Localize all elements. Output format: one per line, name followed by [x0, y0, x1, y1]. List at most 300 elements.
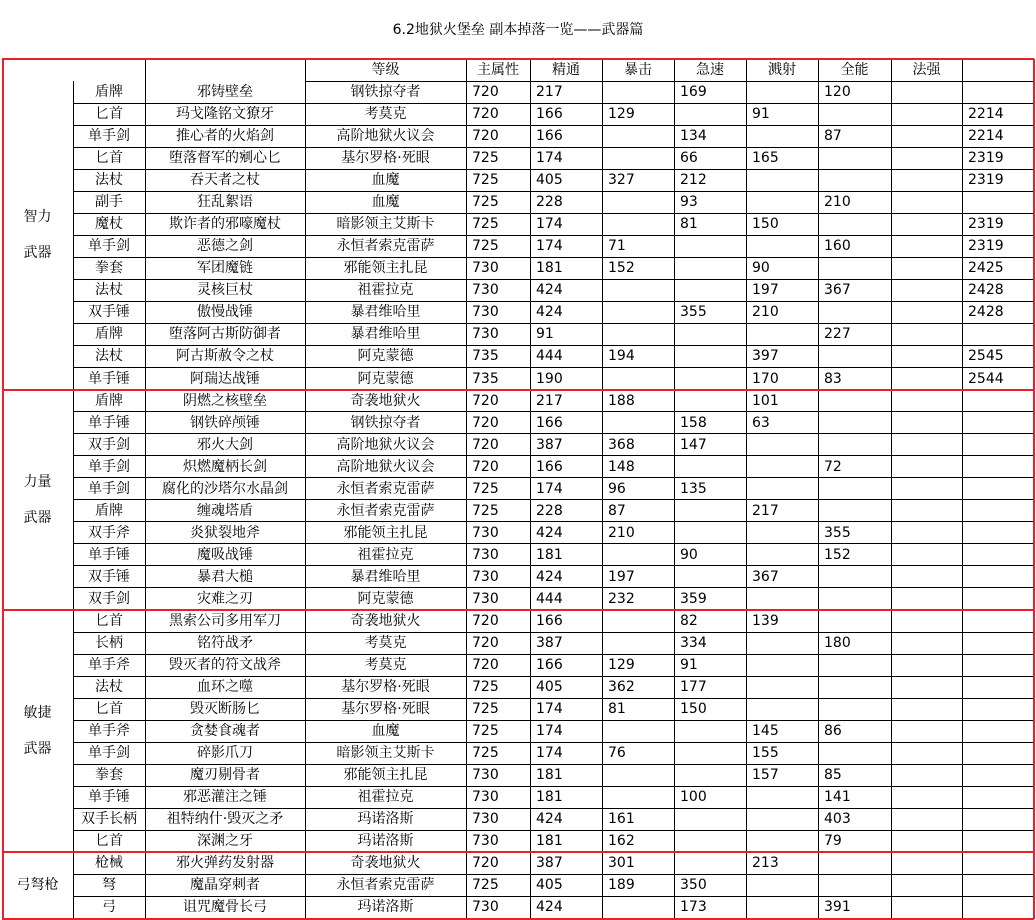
cell-haste	[746, 830, 818, 852]
cell-mastery: 327	[608, 172, 635, 189]
cell-type: 法杖	[95, 282, 123, 299]
cell-versatility	[891, 742, 962, 764]
cell-type: 双手锤	[88, 304, 130, 321]
cell-source: 钢铁掠夺者	[350, 414, 421, 431]
cell-name: 邪恶灌注之锤	[183, 789, 267, 806]
cell-primary: 405	[536, 877, 563, 894]
cell-haste: 367	[752, 568, 779, 585]
cell-crit: 90	[680, 546, 698, 563]
cell-mastery	[602, 301, 674, 323]
cell-multistrike: 141	[824, 789, 851, 806]
cell-versatility	[891, 412, 962, 434]
cell-crit: 359	[680, 590, 707, 607]
cell-versatility	[891, 213, 962, 235]
cell-name: 炎狱裂地斧	[190, 524, 260, 541]
group-label	[2, 390, 73, 610]
cell-type: 双手剑	[88, 436, 130, 453]
cell-level: 720	[472, 612, 499, 629]
cell-spellpower	[962, 588, 1034, 610]
cell-mastery	[602, 896, 674, 918]
cell-crit: 169	[680, 84, 707, 101]
cell-source: 祖霍拉克	[357, 282, 414, 299]
cell-haste	[746, 191, 818, 213]
cell-mastery: 368	[608, 436, 635, 453]
cell-versatility	[891, 323, 962, 345]
cell-haste: 170	[752, 370, 779, 387]
cell-spellpower: 2319	[968, 172, 1004, 189]
cell-mastery: 197	[608, 568, 635, 585]
cell-crit: 134	[680, 128, 707, 145]
cell-name: 血环之噬	[197, 679, 253, 696]
cell-mastery: 148	[608, 458, 635, 475]
cell-source: 暗影领主艾斯卡	[336, 216, 435, 233]
cell-mastery	[602, 610, 674, 632]
cell-versatility	[891, 764, 962, 786]
cell-type: 枪械	[95, 855, 123, 872]
cell-name: 毁灭断肠匕	[190, 701, 260, 718]
cell-crit	[674, 764, 746, 786]
cell-primary: 444	[536, 348, 563, 365]
cell-spellpower	[962, 742, 1034, 764]
cell-source: 邪能领主扎昆	[343, 260, 428, 277]
cell-level: 720	[472, 635, 499, 652]
cell-primary: 217	[536, 84, 563, 101]
group-label-line: 弓弩枪	[16, 877, 59, 894]
cell-type: 盾牌	[95, 392, 123, 409]
cell-multistrike: 85	[824, 767, 842, 784]
cell-source: 高阶地狱火议会	[336, 458, 435, 475]
cell-source: 基尔罗格·死眼	[341, 679, 430, 696]
cell-versatility	[891, 81, 962, 103]
cell-haste: 210	[752, 304, 779, 321]
cell-mastery	[602, 632, 674, 654]
cell-name: 毁灭者的符文战斧	[169, 657, 281, 674]
cell-crit	[674, 830, 746, 852]
cell-primary: 387	[536, 436, 563, 453]
header-spellpower: 法强	[912, 62, 941, 78]
group-label	[2, 852, 73, 918]
cell-spellpower: 2428	[968, 304, 1004, 321]
cell-level: 725	[472, 723, 499, 740]
cell-spellpower	[962, 786, 1034, 808]
cell-multistrike	[818, 874, 891, 896]
cell-haste: 217	[752, 502, 779, 519]
cell-spellpower	[962, 610, 1034, 632]
cell-versatility	[891, 279, 962, 301]
cell-type: 双手剑	[88, 590, 130, 607]
cell-type: 单手剑	[88, 745, 130, 762]
cell-level: 730	[472, 811, 499, 828]
cell-type: 法杖	[95, 172, 123, 189]
cell-primary: 217	[536, 392, 563, 409]
cell-level: 730	[472, 304, 499, 321]
cell-primary: 181	[536, 833, 563, 850]
cell-spellpower	[962, 852, 1034, 874]
cell-multistrike: 160	[824, 238, 851, 255]
cell-haste	[746, 588, 818, 610]
cell-source: 永恒者索克雷萨	[336, 480, 435, 497]
header-rule	[305, 81, 1034, 82]
cell-spellpower	[962, 456, 1034, 478]
cell-primary: 405	[536, 679, 563, 696]
cell-mastery	[602, 412, 674, 434]
cell-source: 暴君维哈里	[350, 568, 421, 585]
cell-mastery	[602, 191, 674, 213]
cell-name: 腐化的沙塔尔水晶剑	[162, 480, 288, 497]
cell-spellpower: 2214	[968, 106, 1004, 123]
red-rule-group	[2, 851, 1034, 853]
cell-crit	[674, 103, 746, 125]
cell-primary: 166	[536, 128, 563, 145]
cell-multistrike: 403	[824, 811, 851, 828]
cell-haste: 213	[752, 855, 779, 872]
group-label-line: 武器	[23, 245, 52, 262]
cell-spellpower	[962, 478, 1034, 500]
cell-name: 玛戈隆铭文獠牙	[176, 106, 274, 123]
cell-name: 阿瑞达战锤	[190, 370, 260, 387]
cell-versatility	[891, 456, 962, 478]
group-label-line: 智力	[23, 209, 52, 226]
cell-crit: 212	[680, 172, 707, 189]
cell-spellpower: 2214	[968, 128, 1004, 145]
cell-multistrike	[818, 434, 891, 456]
cell-level: 735	[472, 370, 499, 387]
cell-type: 拳套	[95, 767, 123, 784]
cell-spellpower: 2319	[968, 150, 1004, 167]
cell-mastery: 232	[608, 590, 635, 607]
cell-multistrike: 79	[824, 833, 842, 850]
cell-crit	[674, 257, 746, 279]
cell-type: 单手锤	[88, 414, 130, 431]
cell-level: 730	[472, 282, 499, 299]
cell-level: 730	[472, 590, 499, 607]
cell-name: 军团魔链	[197, 260, 253, 277]
column-rule	[891, 59, 892, 919]
cell-mastery: 162	[608, 833, 635, 850]
cell-versatility	[891, 896, 962, 918]
page-title	[0, 0, 1036, 57]
cell-type: 法杖	[95, 679, 123, 696]
column-rule	[674, 59, 675, 919]
cell-name: 魔晶穿刺者	[190, 877, 260, 894]
column-rule	[602, 59, 603, 919]
cell-source: 邪能领主扎昆	[343, 524, 428, 541]
cell-haste: 165	[752, 150, 779, 167]
cell-versatility	[891, 808, 962, 830]
cell-multistrike: 355	[824, 524, 851, 541]
red-rule-right	[1033, 59, 1035, 919]
cell-primary: 424	[536, 524, 563, 541]
cell-haste	[746, 874, 818, 896]
column-rule	[746, 59, 747, 919]
cell-level: 725	[472, 216, 499, 233]
cell-crit: 81	[680, 216, 698, 233]
cell-multistrike	[818, 852, 891, 874]
cell-multistrike	[818, 676, 891, 698]
cell-primary: 174	[536, 150, 563, 167]
cell-source: 血魔	[371, 723, 400, 740]
cell-primary: 228	[536, 502, 563, 519]
cell-spellpower: 2319	[968, 216, 1004, 233]
cell-level: 725	[472, 701, 499, 718]
cell-level: 725	[472, 172, 499, 189]
cell-multistrike	[818, 213, 891, 235]
cell-spellpower	[962, 830, 1034, 852]
cell-multistrike: 210	[824, 194, 851, 211]
cell-name: 灵核巨杖	[197, 282, 253, 299]
cell-haste	[746, 896, 818, 918]
cell-crit	[674, 345, 746, 367]
column-rule	[818, 59, 819, 919]
cell-level: 725	[472, 238, 499, 255]
cell-haste	[746, 522, 818, 544]
cell-haste	[746, 654, 818, 676]
header-crit: 暴击	[624, 62, 652, 78]
cell-type: 单手锤	[88, 789, 130, 806]
cell-versatility	[891, 830, 962, 852]
cell-primary: 387	[536, 635, 563, 652]
cell-name: 魔刃剔骨者	[190, 767, 260, 784]
cell-haste: 101	[752, 392, 779, 409]
cell-source: 基尔罗格·死眼	[341, 150, 430, 167]
cell-level: 720	[472, 436, 499, 453]
column-rule	[466, 59, 467, 919]
cell-mastery: 76	[608, 745, 626, 762]
cell-mastery	[602, 125, 674, 147]
cell-haste	[746, 698, 818, 720]
cell-type: 单手斧	[88, 723, 130, 740]
cell-source: 永恒者索克雷萨	[336, 238, 435, 255]
cell-level: 720	[472, 128, 499, 145]
cell-level: 730	[472, 899, 499, 916]
cell-source: 高阶地狱火议会	[336, 128, 435, 145]
cell-versatility	[891, 544, 962, 566]
cell-crit: 173	[680, 899, 707, 916]
cell-versatility	[891, 654, 962, 676]
cell-primary: 228	[536, 194, 563, 211]
cell-mastery: 129	[608, 657, 635, 674]
cell-primary: 174	[536, 238, 563, 255]
cell-mastery	[602, 81, 674, 103]
cell-type: 盾牌	[95, 326, 123, 343]
cell-haste	[746, 632, 818, 654]
cell-name: 吞天者之杖	[190, 172, 260, 189]
cell-crit: 355	[680, 304, 707, 321]
cell-level: 730	[472, 789, 499, 806]
cell-name: 邪铸壁垒	[197, 84, 253, 101]
column-rule	[145, 59, 146, 919]
group-label-line: 武器	[23, 509, 52, 526]
column-rule	[530, 59, 531, 919]
cell-spellpower	[962, 764, 1034, 786]
cell-name: 傲慢战锤	[197, 304, 253, 321]
cell-haste: 63	[752, 414, 770, 431]
cell-haste	[746, 81, 818, 103]
cell-source: 暴君维哈里	[350, 326, 421, 343]
cell-name: 祖特纳什·毁灭之矛	[166, 811, 284, 828]
cell-crit: 334	[680, 635, 707, 652]
cell-type: 单手锤	[88, 370, 130, 387]
cell-level: 720	[472, 458, 499, 475]
column-rule	[962, 59, 963, 919]
cell-type: 单手剑	[88, 480, 130, 497]
cell-primary: 166	[536, 106, 563, 123]
cell-versatility	[891, 588, 962, 610]
header-multistrike: 溅射	[768, 62, 796, 78]
cell-versatility	[891, 235, 962, 257]
cell-versatility	[891, 169, 962, 191]
cell-spellpower	[962, 323, 1034, 345]
cell-mastery: 81	[608, 701, 626, 718]
cell-level: 730	[472, 326, 499, 343]
red-rule-group	[2, 389, 1034, 391]
cell-crit	[674, 808, 746, 830]
red-rule-top	[2, 58, 1034, 60]
cell-haste	[746, 544, 818, 566]
group-label	[2, 81, 73, 390]
cell-spellpower	[962, 390, 1034, 412]
cell-multistrike: 86	[824, 723, 842, 740]
cell-level: 720	[472, 392, 499, 409]
cell-type: 单手锤	[88, 546, 130, 563]
cell-spellpower	[962, 434, 1034, 456]
cell-primary: 174	[536, 723, 563, 740]
cell-mastery	[602, 368, 674, 390]
group-label-line: 武器	[23, 741, 52, 758]
cell-level: 720	[472, 855, 499, 872]
cell-type: 拳套	[95, 260, 123, 277]
cell-spellpower	[962, 191, 1034, 213]
cell-versatility	[891, 500, 962, 522]
cell-multistrike	[818, 147, 891, 169]
cell-primary: 174	[536, 216, 563, 233]
cell-spellpower	[962, 632, 1034, 654]
cell-type: 盾牌	[95, 84, 123, 101]
cell-name: 黑索公司多用军刀	[169, 612, 281, 629]
cell-source: 永恒者索克雷萨	[336, 877, 435, 894]
cell-multistrike: 83	[824, 370, 842, 387]
cell-crit	[674, 522, 746, 544]
cell-spellpower	[962, 544, 1034, 566]
cell-name: 贪婪食魂者	[190, 723, 260, 740]
cell-crit: 158	[680, 414, 707, 431]
column-rule	[73, 81, 74, 919]
cell-source: 玛诺洛斯	[357, 833, 414, 850]
cell-primary: 166	[536, 612, 563, 629]
cell-multistrike	[818, 478, 891, 500]
cell-mastery: 362	[608, 679, 635, 696]
cell-level: 730	[472, 524, 499, 541]
cell-name: 狂乱絮语	[197, 194, 253, 211]
cell-name: 灾难之刃	[197, 590, 253, 607]
cell-type: 双手长柄	[81, 811, 137, 828]
cell-type: 匕首	[95, 106, 123, 123]
cell-haste	[746, 478, 818, 500]
cell-source: 祖霍拉克	[357, 789, 414, 806]
cell-crit	[674, 720, 746, 742]
cell-source: 考莫克	[364, 657, 407, 674]
cell-level: 730	[472, 546, 499, 563]
cell-name: 推心者的火焰剑	[176, 128, 274, 145]
cell-level: 725	[472, 480, 499, 497]
cell-mastery: 129	[608, 106, 635, 123]
cell-name: 魔吸战锤	[197, 546, 253, 563]
cell-versatility	[891, 852, 962, 874]
cell-primary: 181	[536, 546, 563, 563]
cell-crit: 91	[680, 657, 698, 674]
cell-multistrike	[818, 588, 891, 610]
cell-name: 堕落阿古斯防御者	[169, 326, 281, 343]
cell-type: 匕首	[95, 150, 123, 167]
cell-source: 暗影领主艾斯卡	[336, 745, 435, 762]
cell-mastery: 71	[608, 238, 626, 255]
cell-multistrike: 391	[824, 899, 851, 916]
cell-crit: 135	[680, 480, 707, 497]
cell-spellpower	[962, 81, 1034, 103]
cell-primary: 190	[536, 370, 563, 387]
cell-multistrike: 72	[824, 458, 842, 475]
cell-mastery: 152	[608, 260, 635, 277]
cell-level: 725	[472, 877, 499, 894]
cell-spellpower	[962, 566, 1034, 588]
cell-type: 双手锤	[88, 568, 130, 585]
cell-source: 阿克蒙德	[357, 370, 414, 387]
cell-type: 副手	[95, 194, 123, 211]
cell-versatility	[891, 478, 962, 500]
cell-mastery	[602, 786, 674, 808]
cell-versatility	[891, 434, 962, 456]
cell-type: 魔杖	[95, 216, 123, 233]
cell-type: 弩	[102, 877, 116, 894]
cell-spellpower	[962, 654, 1034, 676]
cell-multistrike: 180	[824, 635, 851, 652]
cell-type: 长柄	[95, 635, 123, 652]
group-label-line: 敏捷	[23, 705, 52, 722]
cell-crit	[674, 235, 746, 257]
cell-multistrike	[818, 257, 891, 279]
cell-versatility	[891, 676, 962, 698]
cell-name: 铭符战矛	[197, 635, 253, 652]
cell-haste	[746, 808, 818, 830]
cell-multistrike	[818, 103, 891, 125]
cell-haste: 397	[752, 348, 779, 365]
cell-source: 邪能领主扎昆	[343, 767, 428, 784]
cell-haste	[746, 676, 818, 698]
cell-multistrike: 152	[824, 546, 851, 563]
cell-multistrike	[818, 742, 891, 764]
cell-crit: 93	[680, 194, 698, 211]
header-level: 等级	[371, 62, 400, 78]
cell-primary: 181	[536, 767, 563, 784]
cell-crit	[674, 500, 746, 522]
cell-multistrike	[818, 412, 891, 434]
cell-mastery	[602, 213, 674, 235]
cell-level: 725	[472, 150, 499, 167]
cell-versatility	[891, 632, 962, 654]
cell-spellpower	[962, 720, 1034, 742]
cell-haste	[746, 434, 818, 456]
cell-name: 邪火大剑	[197, 436, 253, 453]
cell-level: 735	[472, 348, 499, 365]
cell-type: 盾牌	[95, 502, 123, 519]
cell-type: 法杖	[95, 348, 123, 365]
column-rule	[305, 59, 306, 919]
cell-versatility	[891, 610, 962, 632]
cell-source: 暴君维哈里	[350, 304, 421, 321]
cell-mastery	[602, 147, 674, 169]
cell-level: 730	[472, 260, 499, 277]
cell-type: 匕首	[95, 701, 123, 718]
